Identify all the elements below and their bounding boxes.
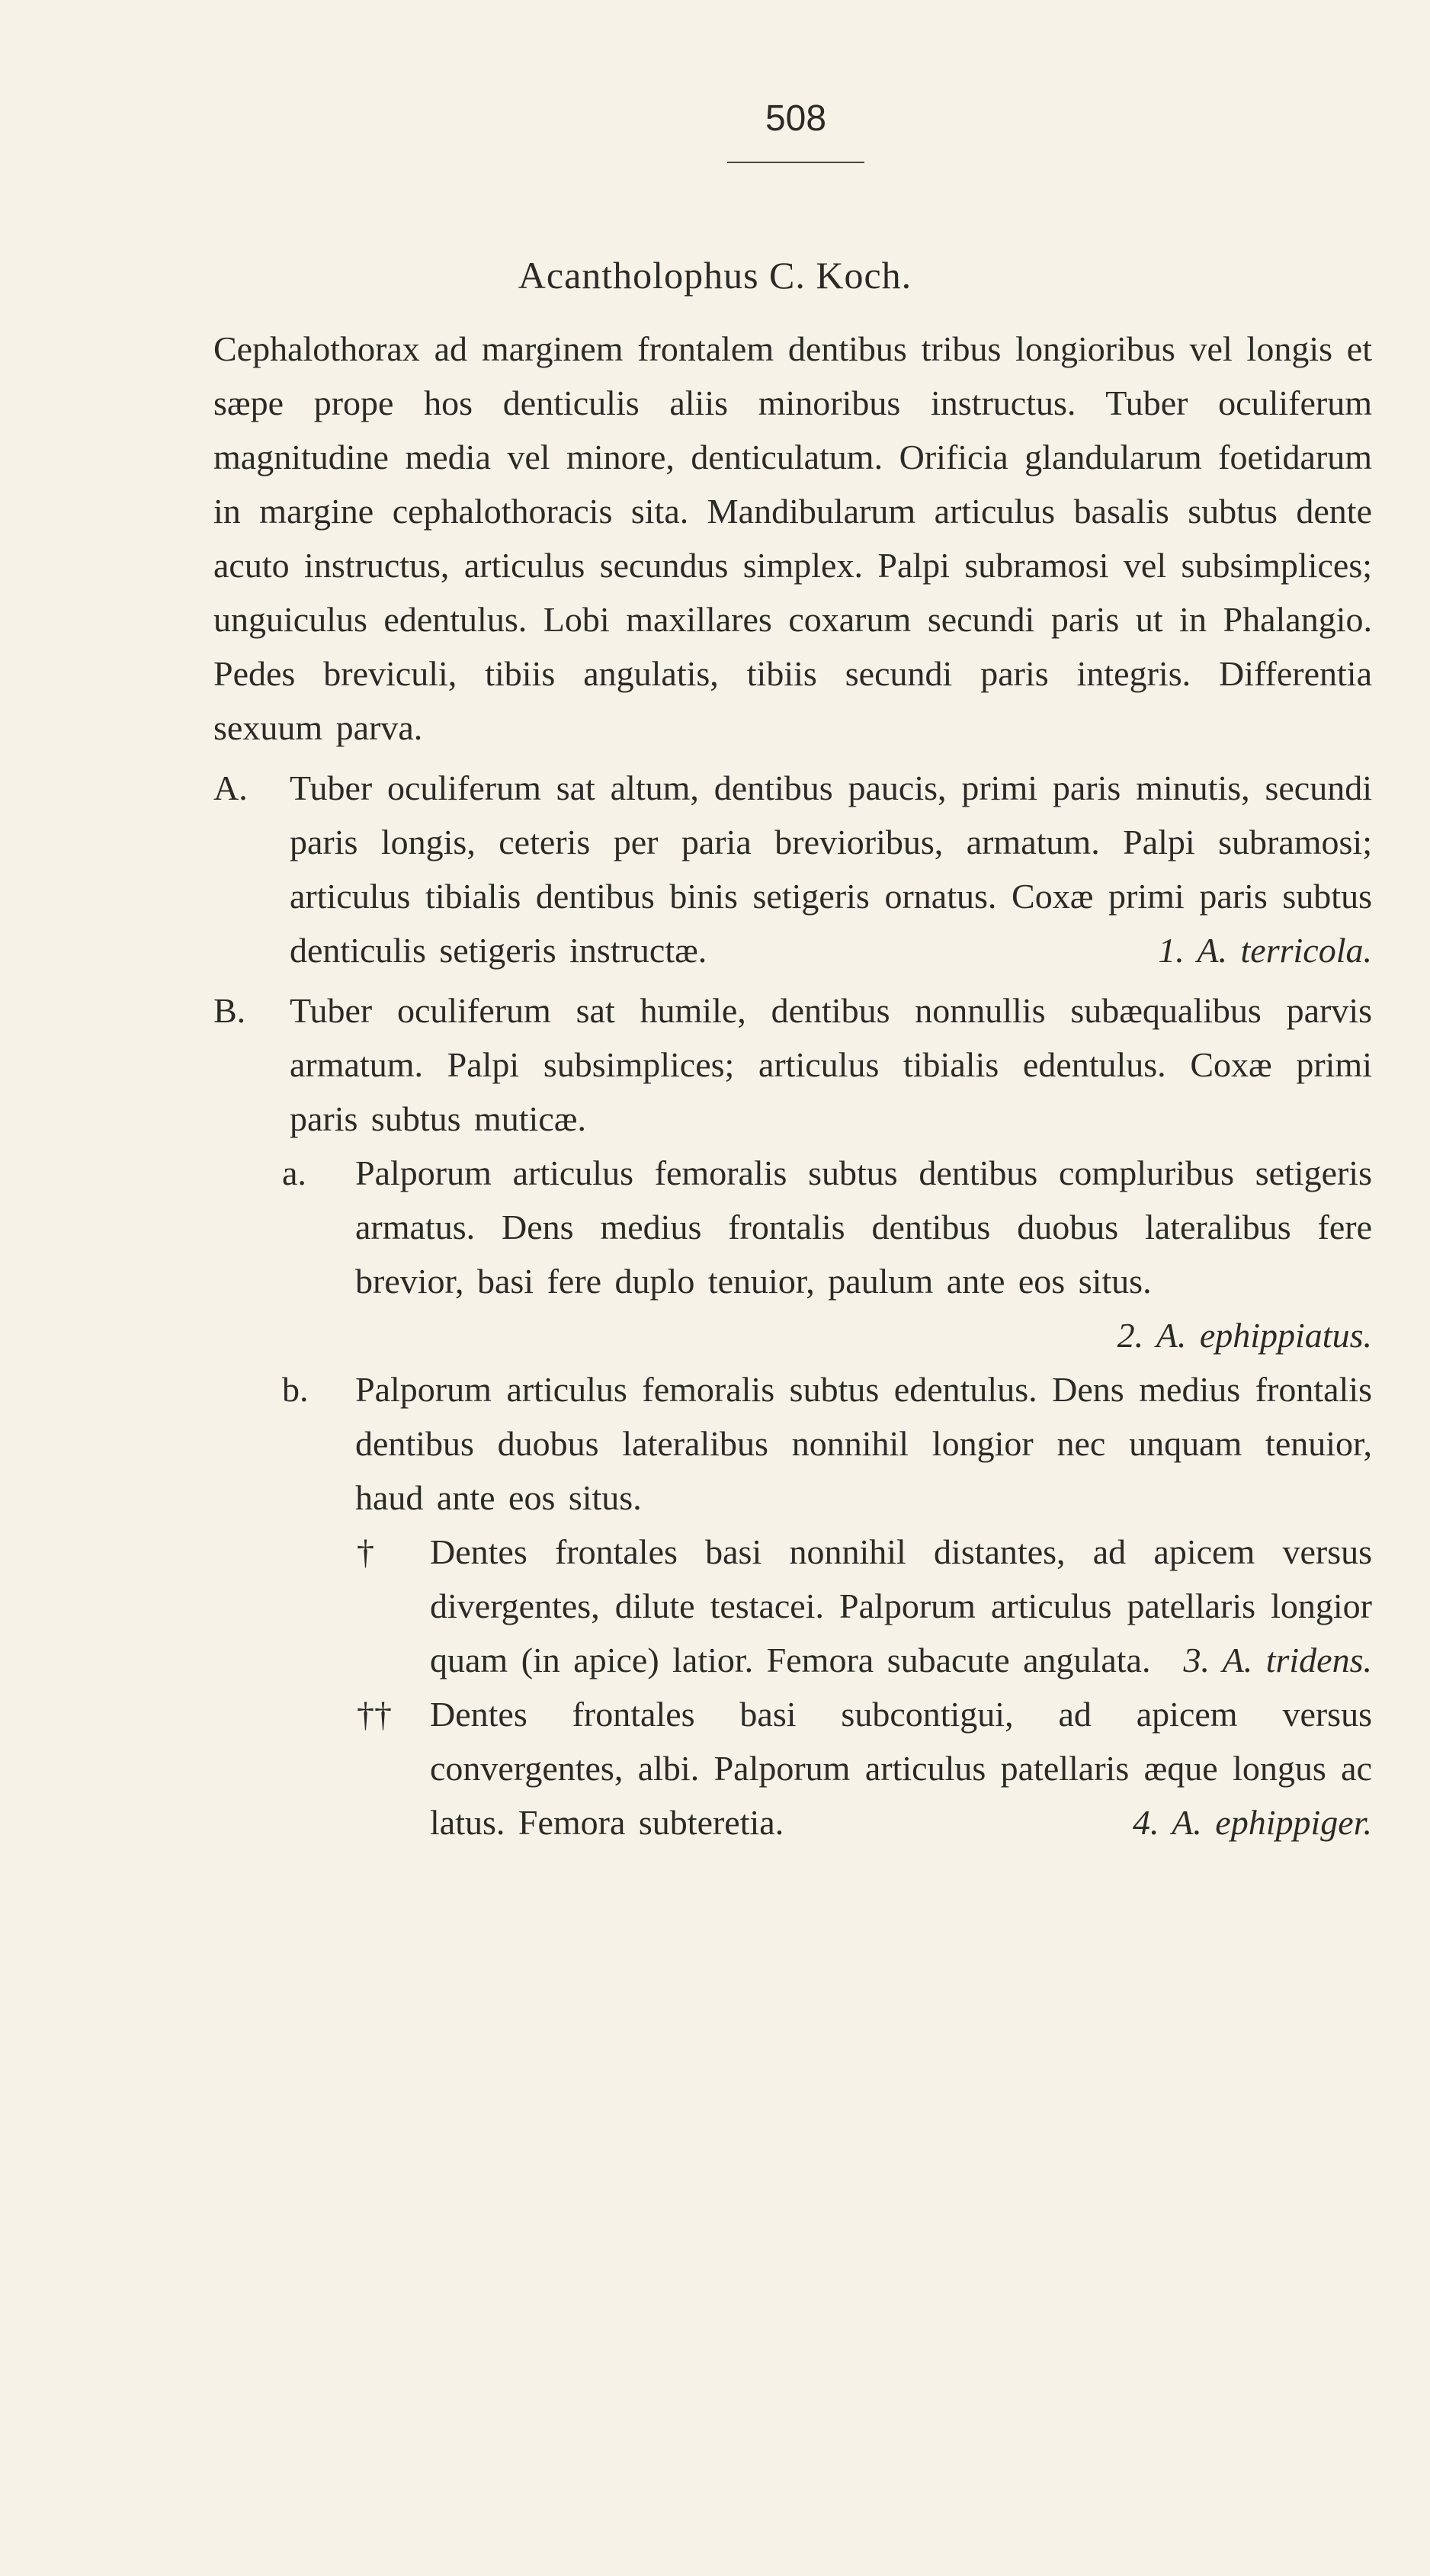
section-text-wrap (290, 983, 1372, 1146)
species-label (1183, 1633, 1372, 1687)
subsubsection-text: Dentes frontales basi nonnihil distantes, ad apicem versus divergentes, dilute testacei. Palporum articulus patellaris longior quam (in apice) latior. Femora subacute angulata. (430, 1532, 1372, 1679)
subsubsection-text-wrap (430, 1687, 1372, 1849)
subsubsection-text: Dentes frontales basi subcontigui, ad apicem versus convergentes, albi. Palporum articulus patellaris æque longus ac latus. Femora subteretia. (430, 1695, 1372, 1842)
page-number: 508 (765, 98, 827, 139)
main-text (213, 322, 1372, 1849)
species-label (1158, 923, 1372, 977)
subsubsection-double-dagger (357, 1687, 1372, 1849)
species-name: A. terricola. (1197, 931, 1372, 970)
species-label (1133, 1795, 1372, 1849)
section-b (213, 983, 1372, 1146)
genus-heading: Acantholophus C. Koch. (518, 254, 912, 297)
species-name: A. ephippiger. (1172, 1803, 1372, 1842)
subsubsection-text-wrap (430, 1525, 1372, 1687)
species-number: 2. (1117, 1316, 1144, 1355)
subsection-marker: a. (282, 1153, 306, 1192)
species-name: A. ephippiatus. (1156, 1316, 1372, 1355)
species-label (1117, 1308, 1372, 1362)
genus-description: Cephalothorax ad marginem frontalem dentibus tribus longioribus vel longis et sæpe prope hos denticulis aliis minoribus instructus. Tuber oculiferum magnitudine media vel minore, denticulatum. Orificia glandularum foetidarum in margine cephalothoracis sita. Mandibularum articulus basalis subtus dente acuto instructus, articulus secundus simplex. Palpi subramosi vel subsimplices; unguiculus edentulus. Lobi maxillares coxarum secundi paris ut in Phalangio. Pedes breviculi, tibiis angulatis, tibiis secundi paris integris. Differentia sexuum parva. (213, 329, 1372, 747)
double-dagger-marker: †† (357, 1695, 392, 1734)
subsection-a (282, 1146, 1372, 1362)
species-number: 4. (1133, 1803, 1159, 1842)
section-text: Tuber oculiferum sat humile, dentibus nonnullis subæqualibus parvis armatum. Palpi subsimplices; articulus tibialis edentulus. Coxæ primi paris subtus muticæ. (290, 991, 1372, 1138)
page-number-rule (727, 162, 864, 163)
section-text: Tuber oculiferum sat altum, dentibus paucis, primi paris minutis, secundi paris longis, ceteris per paria brevioribus, armatum. Palpi subramosi; articulus tibialis dentibus binis setigeris ornatus. Coxæ primi paris subtus denticulis setigeris instructæ. (290, 768, 1372, 970)
species-number: 1. (1158, 931, 1185, 970)
species-number: 3. (1183, 1641, 1210, 1679)
subsubsection-dagger (357, 1525, 1372, 1687)
section-a (213, 761, 1372, 977)
subsection-marker: b. (282, 1370, 309, 1409)
section-marker: A. (213, 768, 248, 807)
subsection-text: Palporum articulus femoralis subtus dentibus compluribus setigeris armatus. Dens medius frontalis dentibus duobus lateralibus fere brevior, basi fere duplo tenuior, paulum ante eos situs. (355, 1153, 1372, 1301)
section-text-wrap (290, 761, 1372, 977)
subsection-b (282, 1362, 1372, 1525)
subsection-text-wrap (355, 1146, 1372, 1362)
subsection-text: Palporum articulus femoralis subtus edentulus. Dens medius frontalis dentibus duobus lateralibus nonnihil longior nec unquam tenuior, haud ante eos situs. (355, 1370, 1372, 1517)
dagger-marker: † (357, 1532, 374, 1571)
section-marker: B. (213, 991, 246, 1030)
subsection-text-wrap (355, 1362, 1372, 1525)
species-name: A. tridens. (1222, 1641, 1372, 1679)
